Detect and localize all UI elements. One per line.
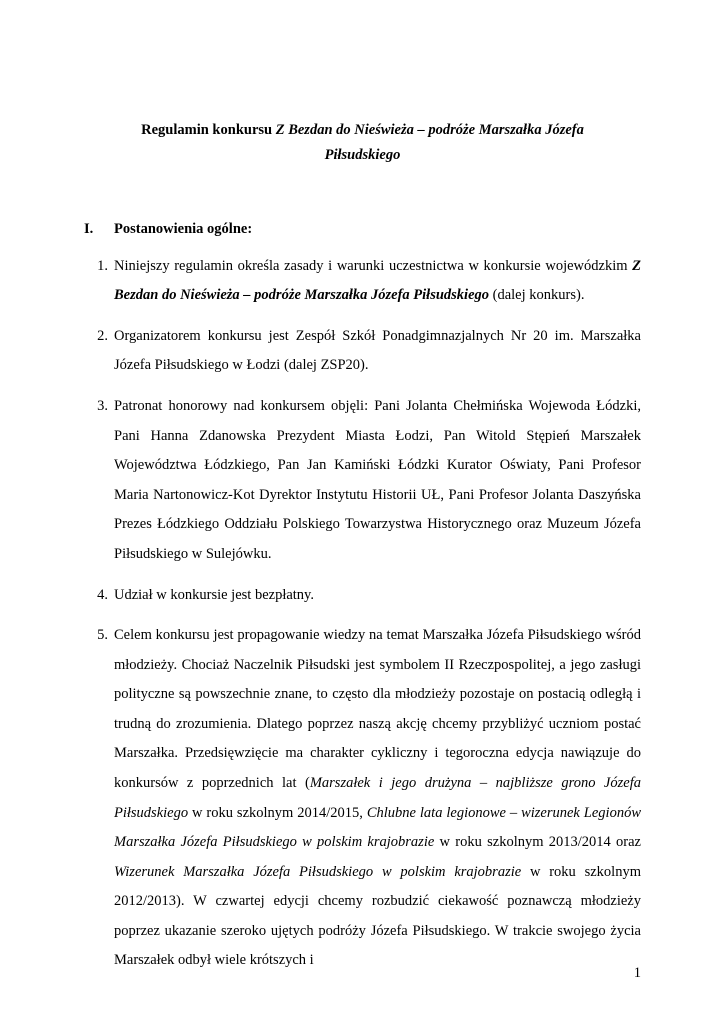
text-run: Organizatorem konkursu jest Zespół Szkół Ponadgimnazjalnych Nr 20 im. Marszałka Józefa Piłsudskiego w Łodzi (dalej ZSP20). <box>114 327 641 374</box>
list-item-text <box>114 322 641 381</box>
page-number: 1 <box>633 964 641 981</box>
list-item <box>84 252 641 311</box>
text-run: Niniejszy regulamin określa zasady i warunki uczestnictwa w konkursie wojewódzkim <box>114 257 633 274</box>
text-run: Celem konkursu jest propagowanie wiedzy na temat Marszałka Józefa Piłsudskiego wśród młodzieży. Chociaż Naczelnik Piłsudski jest symbolem II Rzeczpospolitej, a jego zasługi polityczne są powszechnie znane, to często dla młodzieży pozostaje on postacią odległą i trudną do zrozumienia. Dlatego poprzez naszą akcję chcemy przybliżyć uczniom postać Marszałka. Przedsięwzięcie ma charakter cykliczny i tegoroczna edycja nawiązuje do konkursów z poprzednich lat ( <box>114 627 641 791</box>
title-prefix: Regulamin konkursu <box>141 122 276 138</box>
text-run: w roku szkolnym 2014/2015, <box>188 804 367 821</box>
list-item-number: 3. <box>97 398 108 415</box>
text-run: w roku szkolnym 2012/2013). W czwartej edycji chcemy rozbudzić ciekawość poznawczą młodzieży poprzez ukazanie szeroko ujętych podróży Józefa Piłsudskiego. W trakcie swojego życia Marszałek odbył wiele krótszych i <box>114 863 641 969</box>
list-item <box>84 322 641 381</box>
section-heading <box>84 221 641 238</box>
text-run: Chlubne lata legionowe – wizerunek Legionów Marszałka Józefa Piłsudskiego w polskim krajobrazie <box>114 804 641 851</box>
list-item-number: 4. <box>97 586 108 603</box>
text-run: Patronat honorowy nad konkursem objęli: Pani Jolanta Chełmińska Wojewoda Łódzki, Pani Hanna Zdanowska Prezydent Miasta Łodzi, Pan Witold Stępień Marszałek Województwa Łódzkiego, Pan Jan Kamiński Łódzki Kurator Oświaty, Pani Profesor Maria Nartonowicz-Kot Dyrektor Instytutu Historii UŁ, Pani Profesor Jolanta Daszyńska Prezes Łódzkiego Oddziału Polskiego Towarzystwa Historycznego oraz Muzeum Józefa Piłsudskiego w Sulejówku. <box>114 398 641 562</box>
text-run: w roku szkolnym 2013/2014 oraz <box>434 834 641 851</box>
list-item-text <box>114 252 641 311</box>
title-italic-line2: Piłsudskiego <box>324 147 401 164</box>
text-run: Marszałek i jego drużyna – najbliższe grono Józefa Piłsudskiego <box>114 775 641 821</box>
list-item-number: 1. <box>97 257 108 274</box>
list-item-text <box>114 581 641 611</box>
list-item-number: 5. <box>97 627 108 644</box>
list-item <box>84 621 641 976</box>
list-item-text <box>114 621 641 976</box>
list-item-number: 2. <box>97 327 108 344</box>
text-run: Z Bezdan do Nieświeża – podróże Marszałka Józefa Piłsudskiego <box>114 257 641 304</box>
list-item <box>84 581 641 611</box>
list-item <box>84 392 641 569</box>
section-number: I. <box>84 220 94 237</box>
title-italic-line1: Z Bezdan do Nieświeża – podróże Marszałka Józefa <box>275 122 584 138</box>
section-label: Postanowienia ogólne: <box>114 220 253 237</box>
clause-list <box>84 252 641 976</box>
text-run: Udział w konkursie jest bezpłatny. <box>114 586 314 603</box>
page-title <box>84 118 641 169</box>
list-item-text <box>114 392 641 569</box>
text-run: Wizerunek Marszałka Józefa Piłsudskiego w polskim krajobrazie <box>114 863 522 880</box>
text-run: (dalej konkurs). <box>489 287 585 304</box>
